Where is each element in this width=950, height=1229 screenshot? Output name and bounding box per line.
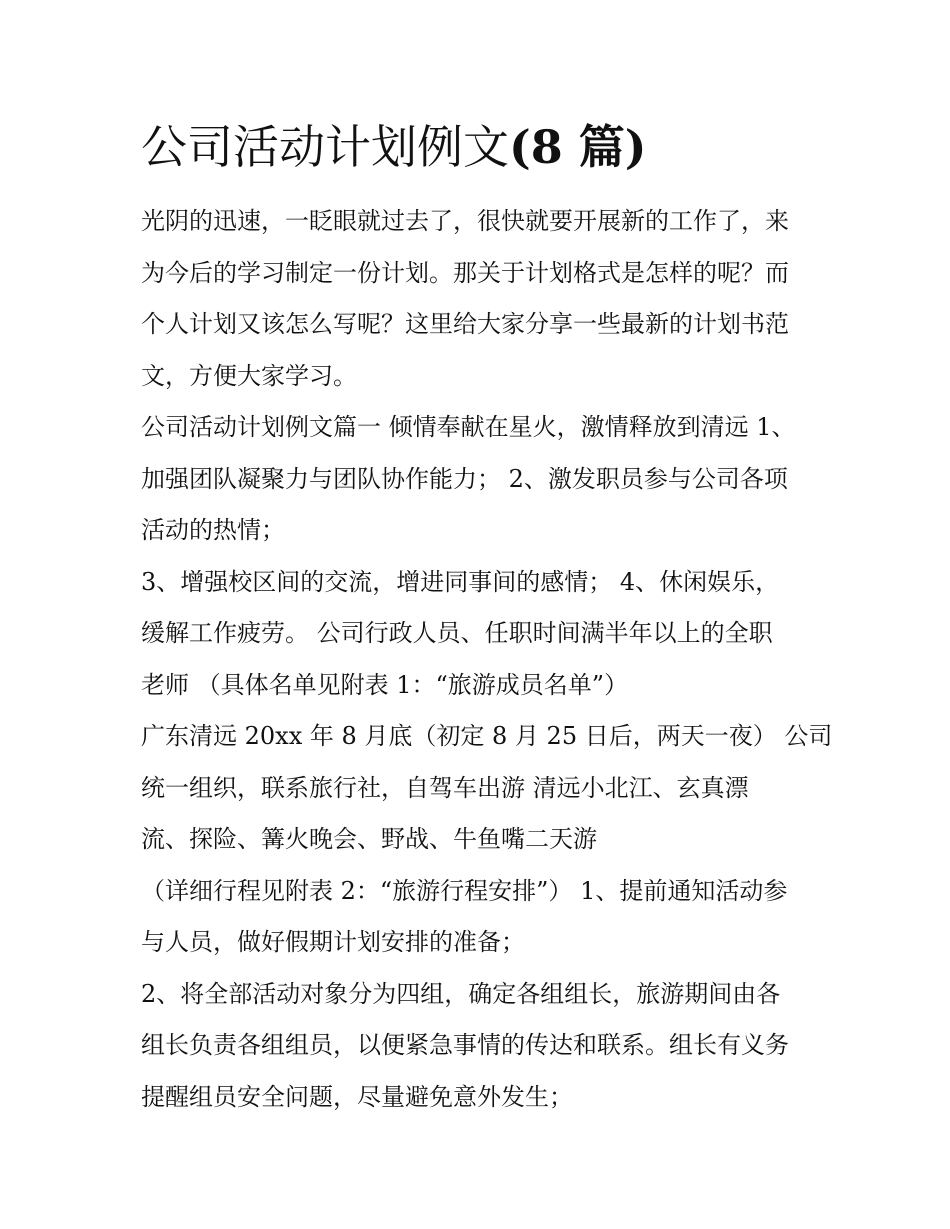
body-line: 广东清远 20xx 年 8 月底（初定 8 月 25 日后，两天一夜） 公司 xyxy=(141,722,833,750)
body-line: 流、探险、篝火晚会、野战、牛鱼嘴二天游 xyxy=(141,825,597,853)
document-title xyxy=(141,112,647,182)
body-line: 组长负责各组组员，以便紧急事情的传达和联系。组长有义务 xyxy=(141,1031,789,1059)
document-title-suffix: (8 篇) xyxy=(509,120,647,174)
body-line: 3、增强校区间的交流，增进同事间的感情； 4、休闲娱乐， xyxy=(141,567,780,596)
body-line: 个人计划又该怎么写呢？这里给大家分享一些最新的计划书范 xyxy=(141,310,789,338)
body-line: （详细行程见附表 2：“旅游行程安排”） 1、提前通知活动参 xyxy=(141,876,788,905)
body-line: 活动的热情； xyxy=(141,516,285,544)
body-line: 统一组织，联系旅行社，自驾车出游 清远小北江、玄真漂 xyxy=(141,773,749,802)
body-line: 缓解工作疲劳。 公司行政人员、任职时间满半年以上的全职 xyxy=(141,619,773,647)
body-line: 加强团队凝聚力与团队协作能力； 2、激发职员参与公司各项 xyxy=(141,464,788,493)
document-title-main: 公司活动计划例文 xyxy=(141,120,509,174)
body-line: 公司活动计划例文篇一 倾情奉献在星火，激情释放到清远 1、 xyxy=(141,413,796,441)
body-line: 提醒组员安全问题，尽量避免意外发生； xyxy=(141,1082,573,1111)
body-line: 文，方便大家学习。 xyxy=(141,361,357,390)
body-line: 光阴的迅速，一眨眼就过去了，很快就要开展新的工作了，来 xyxy=(141,207,789,235)
body-line: 与人员，做好假期计划安排的准备； xyxy=(141,928,525,956)
document-body xyxy=(141,196,833,1123)
body-line: 为今后的学习制定一份计划。那关于计划格式是怎样的呢？而 xyxy=(141,258,789,287)
body-line: 老师 （具体名单见附表 1：“旅游成员名单”） xyxy=(141,670,629,699)
body-line: 2、将全部活动对象分为四组，确定各组组长，旅游期间由各 xyxy=(141,979,781,1008)
